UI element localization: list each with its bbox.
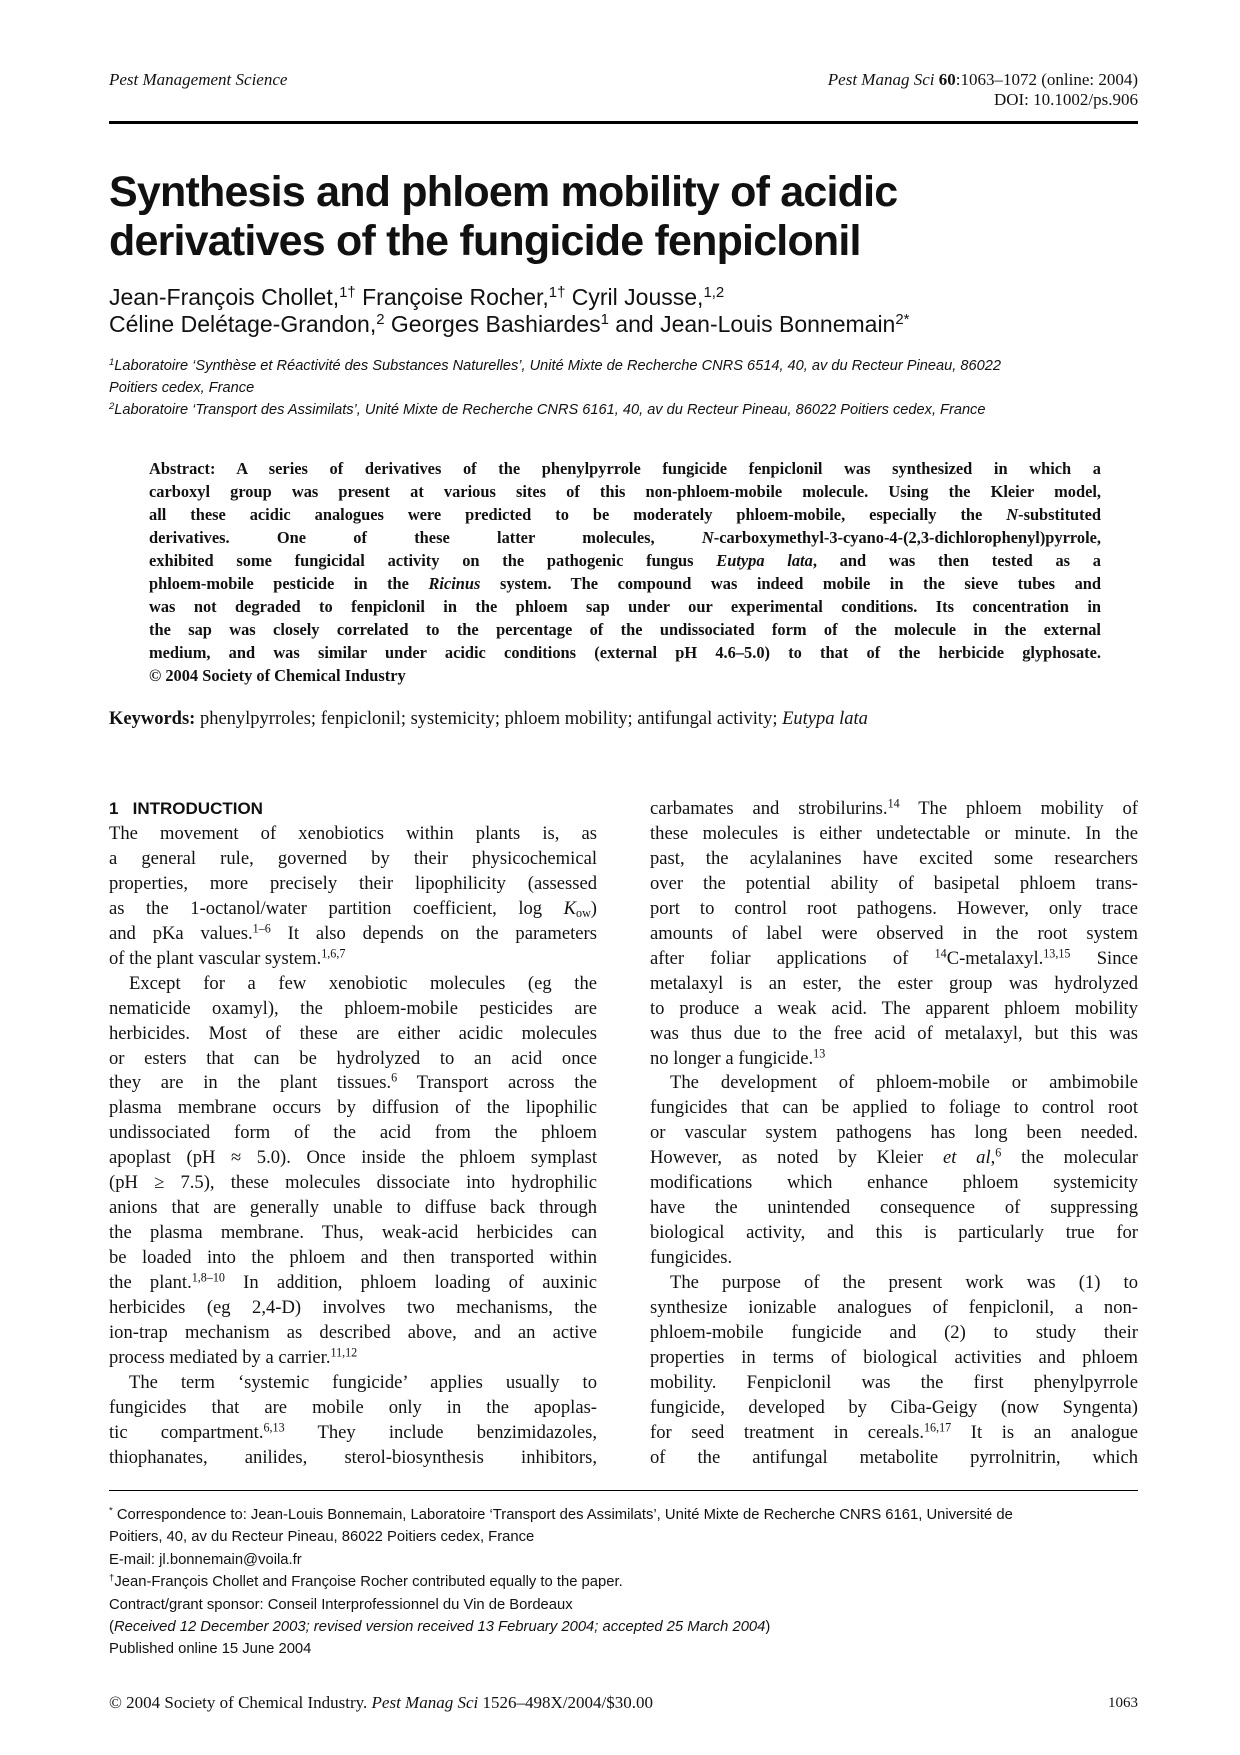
superscript: 2	[109, 400, 115, 412]
footer-copyright	[109, 1693, 653, 1713]
text-run: The development of phloem-mobile or ambimobile	[670, 1072, 1138, 1094]
superscript: 1,2	[703, 283, 725, 301]
footnotes	[109, 1504, 1138, 1661]
text-line	[109, 284, 909, 311]
text-run: Contract/grant sponsor: Conseil Interprofessionnel du Vin de Bordeaux	[109, 1596, 573, 1613]
text-run: or vascular system pathogens has long been needed.	[650, 1122, 1138, 1144]
text-run: mobility. Fenpiclonil was the first phenylpyrrole	[650, 1371, 1138, 1393]
superscript: 1	[600, 310, 609, 328]
text-run: all these acidic analogues were predicted to be moderately phloem-mobile, especially the	[149, 505, 1007, 524]
text-run: The movement of xenobiotics within plants is, as	[109, 822, 597, 844]
text-line	[109, 1121, 597, 1146]
right-column	[650, 797, 1138, 1471]
text-run: fungicide, developed by Ciba-Geigy (now Syngenta)	[650, 1396, 1138, 1418]
citation-pages: :1063–1072 (online: 2004)	[955, 70, 1138, 89]
text-line	[109, 1616, 1138, 1638]
text-line	[650, 1171, 1138, 1196]
text-line	[109, 1371, 597, 1396]
text-line	[650, 1071, 1138, 1096]
text-line	[109, 1526, 1138, 1548]
superscript: 2*	[895, 310, 910, 328]
text-run: medium, and was similar under acidic conditions (external pH 4.6–5.0) to that of the herbicide glyphosate.	[149, 643, 1101, 662]
text-line	[650, 847, 1138, 872]
text-run: properties in terms of biological activities and phloem	[650, 1346, 1138, 1368]
text-run: ion-trap mechanism as described above, and an active	[109, 1322, 597, 1344]
text-run: Since	[1070, 947, 1139, 969]
text-run: the molecular	[1001, 1147, 1138, 1169]
text-run: process mediated by a carrier.	[109, 1346, 331, 1368]
text-run: the plant.	[109, 1272, 192, 1294]
text-line	[650, 1096, 1138, 1121]
text-line	[109, 922, 597, 947]
text-line	[109, 897, 597, 922]
text-line	[109, 1022, 597, 1047]
text-run: Transport across the	[397, 1072, 597, 1094]
text-run: undissociated form of the acid from the phloem	[109, 1122, 597, 1144]
text-run: they are in the plant tissues.	[109, 1072, 392, 1094]
text-line	[149, 526, 1101, 549]
text-run: , and was then tested as a	[812, 551, 1101, 570]
text-line	[650, 1346, 1138, 1371]
text-run: system. The compound was indeed mobile in the sieve tubes and	[480, 574, 1102, 593]
text-run: Jean-François Chollet,	[109, 284, 340, 310]
text-run: nematicide oxamyl), the phloem-mobile pesticides are	[109, 997, 597, 1019]
text-line	[109, 847, 597, 872]
superscript: 1†	[339, 283, 356, 301]
text-run: plasma membrane occurs by diffusion of the lipophilic	[109, 1097, 597, 1119]
text-line	[650, 947, 1138, 972]
text-line	[109, 1549, 1138, 1571]
text-line	[109, 1571, 1138, 1593]
text-run: no longer a fungicide.	[650, 1047, 814, 1069]
text-run: synthesize ionizable analogues of fenpiclonil, a non-	[650, 1297, 1138, 1319]
footer-journal: Pest Manag Sci	[371, 1693, 479, 1712]
text-line	[109, 1446, 597, 1471]
text-line	[109, 822, 597, 847]
text-run: and Jean-Louis Bonnemain	[608, 311, 896, 337]
text-line	[109, 997, 597, 1022]
text-line	[650, 972, 1138, 997]
text-run: port to control root pathogens. However, only trace	[650, 897, 1138, 919]
text-run: Abstract: A series of derivatives of the phenylpyrrole fungicide fenpiclonil was synthesized in which a	[149, 459, 1101, 478]
text-run: past, the acylalanines have excited some researchers	[650, 847, 1138, 869]
text-run: )	[765, 1619, 771, 1636]
text-run: C-metalaxyl.	[946, 947, 1044, 969]
text-run: Françoise Rocher,	[355, 284, 549, 310]
text-run: Poitiers, 40, av du Recteur Pineau, 86022 Poitiers cedex, France	[109, 1529, 535, 1546]
text-line	[149, 664, 1101, 687]
header-rule	[109, 121, 1138, 124]
text-line	[650, 1296, 1138, 1321]
italic-run: Eutypa lata	[716, 551, 813, 570]
superscript: 16,17	[924, 1420, 952, 1435]
abstract	[149, 457, 1101, 687]
title-line: derivatives of the fungicide fenpiclonil	[109, 217, 861, 265]
text-line	[109, 1071, 597, 1096]
text-line	[650, 997, 1138, 1022]
italic-run: N	[1006, 505, 1019, 524]
text-run: herbicides. Most of these are either acidic molecules	[109, 1022, 597, 1044]
text-run: exhibited some fungicidal activity on the pathogenic fungus	[149, 551, 717, 570]
superscript: 1,6,7	[321, 946, 346, 961]
text-line	[650, 822, 1138, 847]
text-run: or esters that can be hydrolyzed to an acid once	[109, 1047, 597, 1069]
text-run: metalaxyl is an ester, the ester group was hydrolyzed	[650, 972, 1138, 994]
citation-volume: 60	[938, 70, 956, 89]
text-run: -substituted	[1018, 505, 1101, 524]
superscript: 1,8–10	[191, 1270, 225, 1285]
text-line	[109, 1638, 1138, 1660]
text-run: E-mail: jl.bonnemain@voila.fr	[109, 1551, 302, 1568]
text-line	[109, 1047, 597, 1072]
text-line	[650, 1246, 1138, 1271]
page-number: 1063	[1108, 1695, 1138, 1711]
text-line	[109, 1296, 597, 1321]
author-list	[109, 284, 909, 338]
text-line	[109, 1421, 597, 1446]
text-line	[109, 1346, 597, 1371]
text-run: tic compartment.	[109, 1421, 264, 1443]
text-run: the plasma membrane. Thus, weak-acid herbicides can	[109, 1222, 597, 1244]
text-run: anions that are generally unable to diffuse back through	[109, 1197, 597, 1219]
text-line	[109, 947, 597, 972]
text-line	[109, 1196, 597, 1221]
text-run: The purpose of the present work was (1) to	[670, 1272, 1138, 1294]
text-line	[650, 1321, 1138, 1346]
text-run: It also depends on the parameters	[270, 922, 597, 944]
citation-journal: Pest Manag Sci	[827, 70, 935, 89]
superscript: 14	[887, 796, 900, 811]
text-line	[650, 1396, 1138, 1421]
superscript: 1	[109, 356, 115, 368]
text-line	[650, 1371, 1138, 1396]
text-line	[149, 618, 1101, 641]
running-header-citation	[828, 70, 1138, 110]
text-run: fungicides that are mobile only in the apoplas-	[109, 1396, 597, 1418]
text-run: as the 1-octanol/water partition coefficient, log	[109, 897, 564, 919]
text-line	[650, 1146, 1138, 1171]
text-run: Jean-François Chollet and Françoise Rocher contributed equally to the paper.	[114, 1574, 623, 1591]
text-line	[650, 897, 1138, 922]
text-run: Except for a few xenobiotic molecules (eg the	[129, 972, 597, 994]
italic-run: N	[701, 528, 714, 547]
text-line	[650, 1047, 1138, 1072]
footer-issn: 1526–498X/2004/$30.00	[478, 1693, 653, 1712]
text-line	[650, 1196, 1138, 1221]
citation-line	[828, 70, 1138, 90]
text-run: It is an analogue	[951, 1421, 1138, 1443]
text-line	[650, 1022, 1138, 1047]
text-run: However, as noted by Kleier	[650, 1147, 943, 1169]
text-line	[650, 797, 1138, 822]
doi: DOI: 10.1002/ps.906	[993, 90, 1138, 109]
text-run: Published online 15 June 2004	[109, 1641, 312, 1658]
superscript: 6	[995, 1145, 1002, 1160]
text-line	[149, 503, 1101, 526]
text-run: was not degraded to fenpiclonil in the phloem sap under our experimental conditions. Its concentration in	[149, 597, 1101, 616]
text-line	[149, 641, 1101, 664]
text-run: thiophanates, anilides, sterol-biosynthesis inhibitors,	[109, 1446, 597, 1468]
text-run: The term ‘systemic fungicide’ applies usually to	[129, 1371, 597, 1393]
left-column-text	[109, 822, 597, 1471]
text-run: a general rule, governed by their physicochemical	[109, 847, 597, 869]
text-run: amounts of label were observed in the root system	[650, 922, 1138, 944]
text-line	[109, 1396, 597, 1421]
text-line	[149, 595, 1101, 618]
section-number: 1	[109, 799, 119, 818]
text-run: Céline Delétage-Grandon,	[109, 311, 377, 337]
text-line	[650, 1421, 1138, 1446]
text-line	[109, 377, 1001, 399]
superscript: 6,13	[263, 1420, 285, 1435]
text-run: modifications which enhance phloem systemicity	[650, 1172, 1138, 1194]
text-run: Correspondence to: Jean-Louis Bonnemain, Laboratoire ‘Transport des Assimilats’, Unité Mixte de Recherche CNRS 6161, Université de	[112, 1507, 1013, 1523]
superscript: 13	[813, 1045, 826, 1060]
text-run: herbicides (eg 2,4-D) involves two mechanisms, the	[109, 1297, 597, 1319]
text-run: In addition, phloem loading of auxinic	[224, 1272, 597, 1294]
text-run: fungicides that can be applied to foliage to control root	[650, 1097, 1138, 1119]
superscript: 6	[391, 1070, 398, 1085]
text-line	[109, 355, 1001, 377]
text-run: apoplast (pH ≈ 5.0). Once inside the phloem symplast	[109, 1147, 597, 1169]
text-run: over the potential ability of basipetal phloem trans-	[650, 872, 1138, 894]
text-line	[650, 1446, 1138, 1471]
section-heading	[109, 797, 597, 822]
superscript: 11,12	[330, 1345, 358, 1360]
keywords	[109, 709, 868, 730]
text-line	[149, 457, 1101, 480]
text-run: fungicides.	[650, 1247, 733, 1269]
text-run: derivatives. One of these latter molecules,	[149, 528, 702, 547]
text-run: after foliar applications of	[650, 947, 935, 969]
text-line	[650, 1121, 1138, 1146]
text-run: phloem-mobile pesticide in the	[149, 574, 429, 593]
superscript: 2	[376, 310, 385, 328]
text-run: (pH ≥ 7.5), these molecules dissociate into hydrophilic	[109, 1172, 597, 1194]
text-run: Laboratoire ‘Transport des Assimilats’, Unité Mixte de Recherche CNRS 6161, 40, av du Recteur Pineau, 86022 Poitiers cedex, France	[114, 402, 986, 418]
section-title: INTRODUCTION	[132, 799, 263, 818]
keyword-eutypa: Eutypa lata	[782, 709, 868, 729]
left-column	[109, 797, 597, 1471]
superscript: 1†	[548, 283, 566, 301]
running-header-journal: Pest Management Science	[109, 70, 288, 89]
text-line	[650, 872, 1138, 897]
text-run: -carboxymethyl-3-cyano-4-(2,3-dichlorophenyl)pyrrole,	[713, 528, 1101, 547]
text-line	[109, 1171, 597, 1196]
text-line	[650, 1221, 1138, 1246]
text-run: carbamates and strobilurins.	[650, 798, 888, 819]
superscript: 13,15	[1043, 946, 1071, 961]
text-run: carboxyl group was present at various sites of this non-phloem-mobile molecule. Using the Kleier model,	[149, 482, 1101, 501]
superscript: *	[109, 1505, 113, 1517]
text-line	[149, 572, 1101, 595]
text-line	[109, 1246, 597, 1271]
text-line	[109, 1321, 597, 1346]
text-run: biological activity, and this is particularly true for	[650, 1222, 1138, 1244]
text-line	[109, 1271, 597, 1296]
text-line	[109, 1504, 1138, 1526]
superscript: †	[109, 1572, 115, 1584]
footnote-rule	[109, 1490, 1138, 1491]
text-run: and pKa values.	[109, 922, 253, 944]
text-run: have the unintended consequence of suppressing	[650, 1197, 1138, 1219]
superscript: 14	[934, 946, 947, 961]
text-run: They include benzimidazoles,	[284, 1421, 598, 1443]
text-line	[109, 399, 1001, 421]
italic-run: Received 12 December 2003; revised version received 13 February 2004; accepted 25 March 2004	[113, 1619, 766, 1636]
text-run: these molecules is either undetectable or minute. In the	[650, 822, 1138, 844]
text-line	[149, 480, 1101, 503]
text-run: Laboratoire ‘Synthèse et Réactivité des Substances Naturelles’, Unité Mixte de Recherche CNRS 6514, 40, av du Recteur Pineau, 86022	[114, 358, 1001, 374]
text-run: was thus due to the free acid of metalaxyl, but this was	[650, 1022, 1138, 1044]
paper-title	[109, 168, 897, 266]
text-line	[109, 872, 597, 897]
keywords-label: Keywords:	[109, 709, 196, 729]
text-run: to produce a weak acid. The apparent phloem mobility	[650, 997, 1138, 1019]
text-run: phloem-mobile fungicide and (2) to study their	[650, 1322, 1138, 1344]
text-line	[149, 549, 1101, 572]
text-run: (	[109, 1619, 114, 1636]
text-line	[109, 1221, 597, 1246]
text-line	[650, 1271, 1138, 1296]
text-run: The phloem mobility of	[899, 798, 1138, 819]
text-line	[109, 311, 909, 338]
superscript: 1–6	[252, 921, 271, 936]
text-run: © 2004 Society of Chemical Industry	[149, 666, 406, 685]
text-run: Cyril Jousse,	[565, 284, 704, 310]
text-run: Poitiers cedex, France	[109, 380, 255, 396]
text-run: properties, more precisely their lipophilicity (assessed	[109, 872, 597, 894]
italic-run: Ricinus	[428, 574, 481, 593]
text-line	[109, 972, 597, 997]
affiliations	[109, 355, 1001, 421]
text-run: Georges Bashiardes	[384, 311, 601, 337]
italic-run: et al	[942, 1147, 991, 1169]
text-run: be loaded into the phloem and then transported within	[109, 1247, 597, 1269]
footer-copyright-text: © 2004 Society of Chemical Industry.	[109, 1693, 372, 1712]
italic-run: K	[563, 897, 577, 919]
text-line	[109, 1146, 597, 1171]
text-line	[109, 1096, 597, 1121]
text-line	[650, 922, 1138, 947]
text-run: the sap was closely correlated to the percentage of the undissociated form of the molecule in the external	[149, 620, 1101, 639]
text-run: for seed treatment in cereals.	[650, 1421, 925, 1443]
text-run: of the antifungal metabolite pyrrolnitrin, which	[650, 1446, 1138, 1468]
text-line	[109, 1594, 1138, 1616]
text-run: ,	[990, 1147, 996, 1169]
text-run: of the plant vascular system.	[109, 947, 322, 969]
subscript: ow	[576, 905, 591, 920]
text-run: )	[590, 897, 597, 919]
keywords-text: phenylpyrroles; fenpiclonil; systemicity; phloem mobility; antifungal activity;	[195, 709, 783, 729]
title-line: Synthesis and phloem mobility of acidic	[109, 168, 898, 216]
